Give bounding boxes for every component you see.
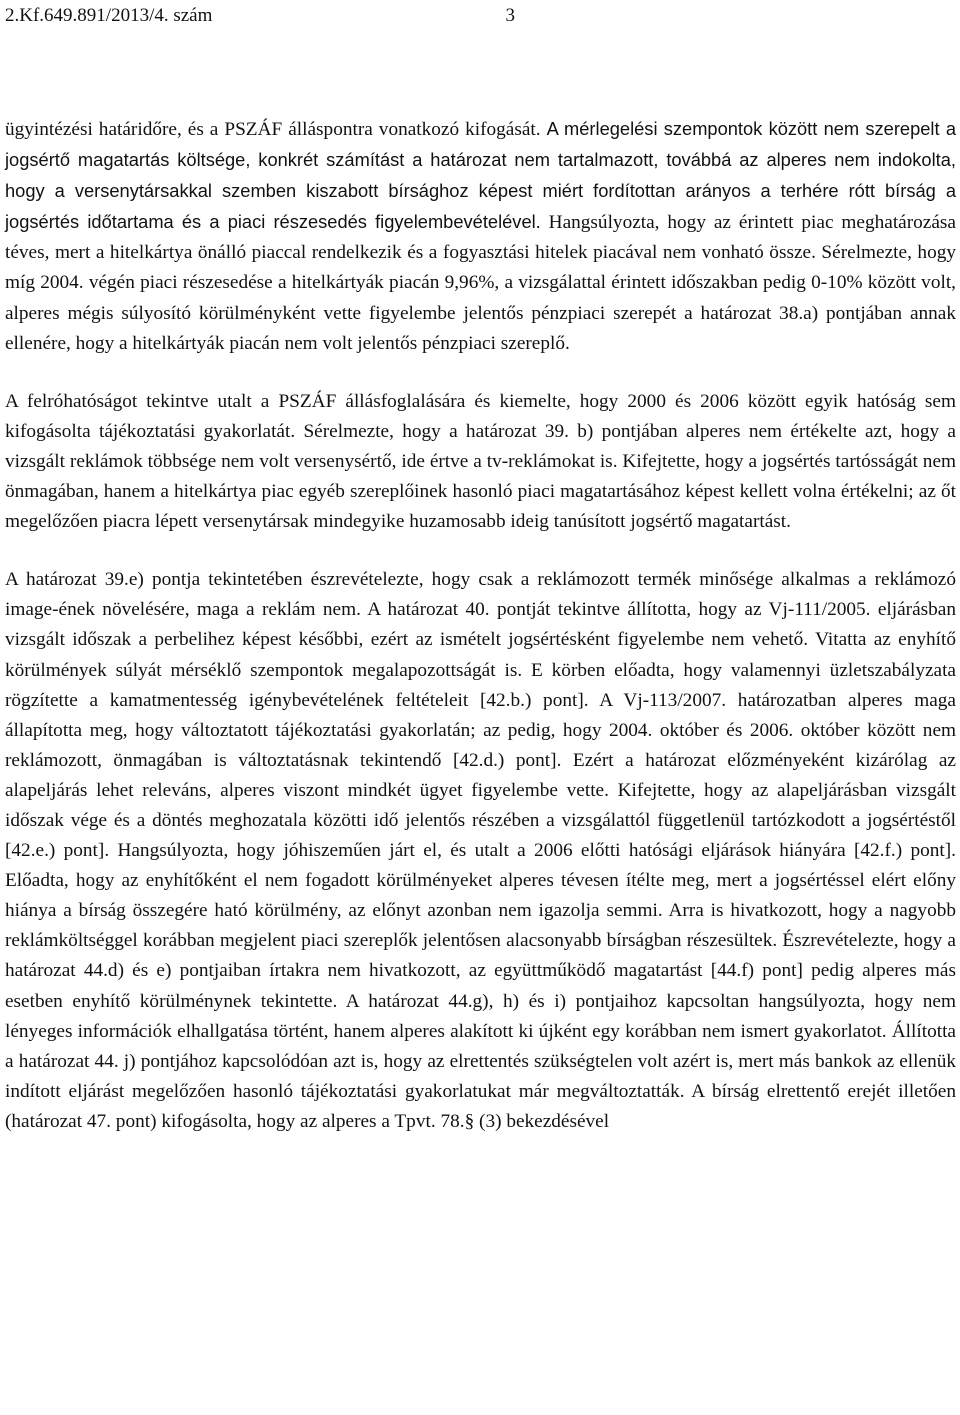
document-body (5, 114, 956, 1165)
paragraph-1-run-2: A mérlegelési szempontok között nem szerepelt a jogsértő magatartás költsége, konkrét számítást a határozat nem tartalmazott, továbbá az alperes nem indokolta, hogy a versenytársakkal szemben kiszabott bírsághoz képest miért fordítottan arányos a terhére rótt bírság a jogsértés időtartama és a piaci részesedés figyelembevételével. (5, 118, 956, 233)
paragraph-3 (5, 565, 956, 1137)
paragraph-1-run-3: Hangsúlyozta, hogy az érintett piac meghatározása téves, mert a hitelkártya önálló piaccal rendelkezik és a fogyasztási hitelek piacával nem vonható össze. Sérelmezte, hogy míg 2004. végén piaci részesedése a hitelkártyák piacán 9,96%, a vizsgálattal érintett időszakban pedig 0-10% között volt, alperes mégis súlyosító körülményként vette figyelembe jelentős pénzpiaci szerepét a határozat 38.a) pontjában annak ellenére, hogy a hitelkártyák piacán nem volt jelentős pénzpiaci szereplő. (5, 212, 956, 354)
paragraph-1-run-1: ügyintézési határidőre, és a PSZÁF álláspontra vonatkozó kifogását. (5, 119, 547, 140)
page-number: 3 (505, 5, 515, 26)
document-id: 2.Kf.649.891/2013/4. szám (5, 5, 213, 26)
paragraph-1 (5, 114, 956, 359)
page-header (5, 3, 515, 29)
paragraph-2-run-1: A felróhatóságot tekintve utalt a PSZÁF állásfoglalására és kiemelte, hogy 2000 és 2006 között egyik hatóság sem kifogásolta tájékoztatási gyakorlatát. Sérelmezte, hogy a határozat 39. b) pontjában alperes nem értékelte azt, hogy a vizsgált reklámok többsége nem volt versenysértő, ide értve a tv-reklámokat is. Kifejtette, hogy a jogsértés tartósságát nem önmagában, hanem a hitelkártya piac egyéb szereplőinek hasonló piaci magatartásához képest kellett volna értékelni; az őt megelőzően piacra lépett versenytársak mindegyike huzamosabb ideig tanúsított jogsértő magatartást. (5, 390, 956, 533)
paragraph-3-run-1: A határozat 39.e) pontja tekintetében észrevételezte, hogy csak a reklámozott termék minősége alkalmas a reklámozó image-ének növelésére, maga a reklám nem. A határozat 40. pontját tekintve állította, hogy az Vj-111/2005. eljárásban vizsgált időszak a perbelihez képest későbbi, ezért az ismételt jogsértésként figyelembe nem vehető. Vitatta az enyhítő körülmények súlyát mérséklő szempontok megalapozottságát is. E körben előadta, hogy valamennyi üzletszabályzata rögzítette a kamatmentesség igénybevételének feltételeit [42.b.) pont]. A Vj-113/2007. határozatban alperes maga állapította meg, hogy változtatott tájékoztatási gyakorlatán; az pedig, hogy 2004. október és 2006. október között nem reklámozott, önmagában is változtatásnak tekintendő [42.d.) pont]. Ezért a határozat előzményeként kizárólag az alapeljárás lehet releváns, alperes viszont mindkét ügyet figyelembe vette. Kifejtette, hogy az alapeljárásban vizsgált időszak vége és a döntés meghozatala közötti idő jelentős részében a vizsgálattól függetlenül tartózkodott a jogsértéstől [42.e.) pont]. Hangsúlyozta, hogy jóhiszeműen járt el, és utalt a 2006 előtti hatósági eljárások hiányára [42.f.) pont]. Előadta, hogy az enyhítőként el nem fogadott körülményeket alperes tévesen ítélte meg, mert a jogsértéssel elért előny hiánya a bírság összegére ható körülmény, az előnyt azonban nem igazolja semmi. Arra is hivatkozott, hogy a nagyobb reklámköltséggel korábban megjelent piaci szereplők jelentősen alacsonyabb bírságban részesültek. Észrevételezte, hogy a határozat 44.d) és e) pontjaiban írtakra nem hivatkozott, az együttműködő magatartást [44.f) pont] pedig alperes más esetben enyhítő körülménynek tekintette. A határozat 44.g), h) és i) pontjaihoz kapcsoltan hangsúlyozta, hogy nem lényeges információk elhallgatása történt, hanem alperes alakított ki újként egy korábban nem ismert gyakorlatot. Állította a határozat 44. j) pontjához kapcsolódóan azt is, hogy az elrettentés szükségtelen volt azért is, mert más bankok az ellenük indított eljárást megelőzően hasonló tájékoztatási gyakorlatukat már megváltoztatták. A bírság elrettentő erejét illetően (határozat 47. pont) kifogásolta, hogy az alperes a Tpvt. 78.§ (3) bekezdésével (5, 569, 956, 1132)
paragraph-2 (5, 387, 956, 537)
